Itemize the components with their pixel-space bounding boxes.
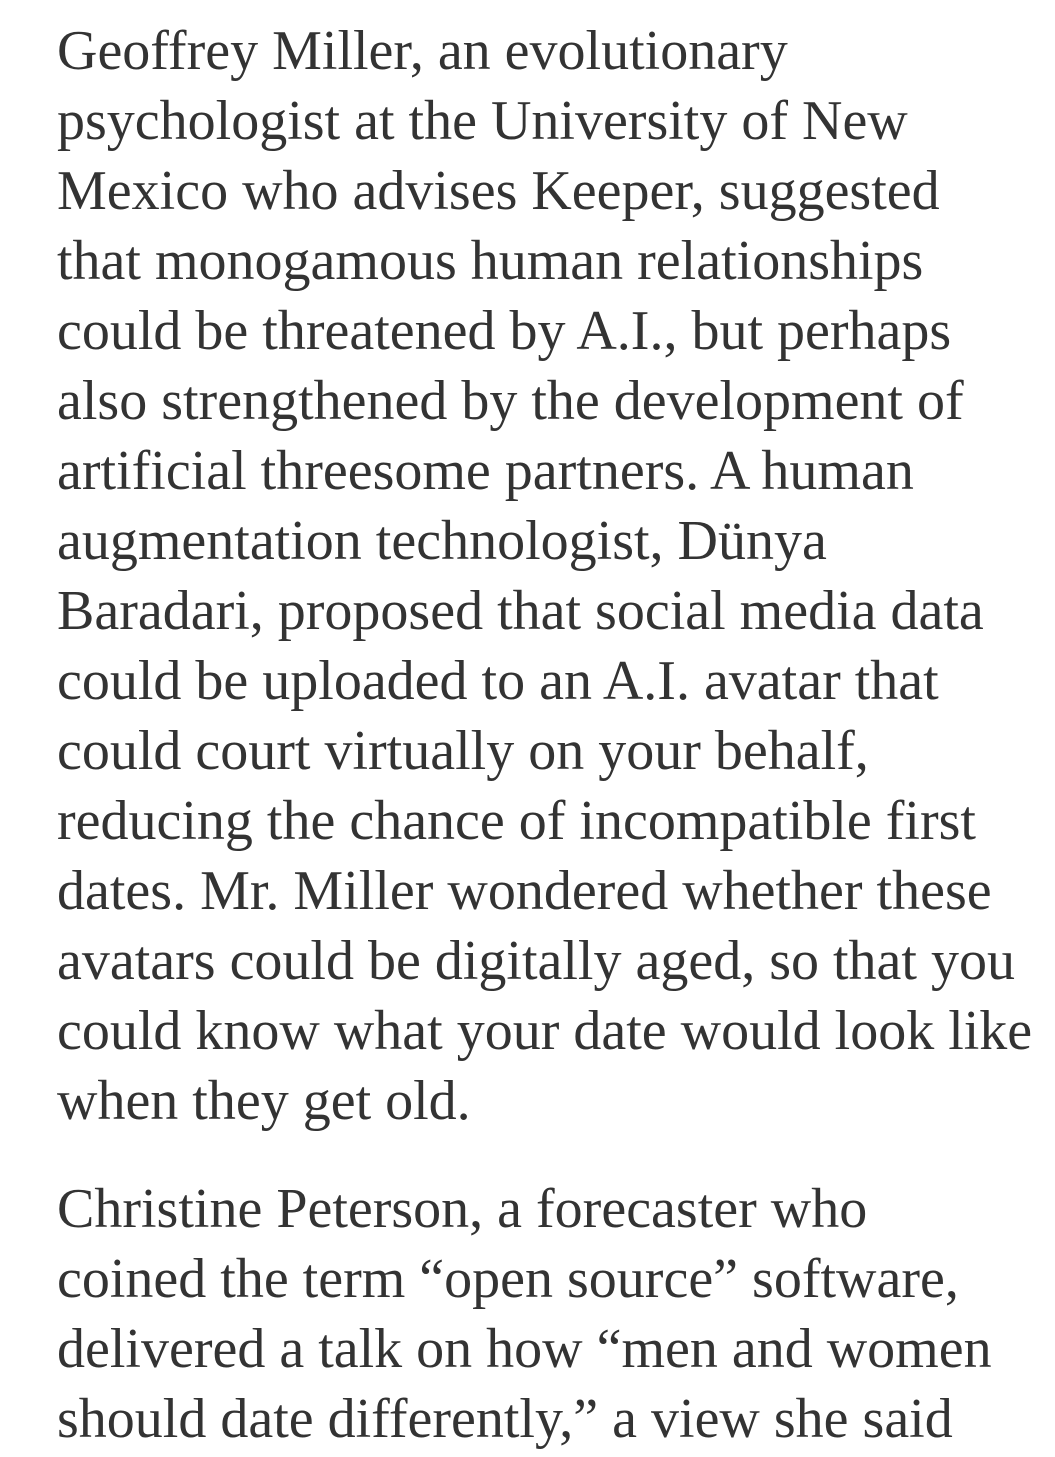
paragraph-line: Geoffrey Miller, an evolutionary [57, 20, 788, 82]
paragraph-line: Christine Peterson, a forecaster who [57, 1178, 868, 1240]
paragraph-line: avatars could be digitally aged, so that you [57, 930, 1015, 992]
paragraph-line: should date differently,” a view she said [57, 1388, 953, 1450]
paragraph-line: Mexico who advises Keeper, suggested [57, 160, 940, 222]
paragraph-line: could be uploaded to an A.I. avatar that [57, 650, 939, 712]
paragraph-line: when they get old. [57, 1070, 471, 1132]
article-paragraph-1 [57, 16, 1033, 1136]
paragraph-line: coined the term “open source” software, [57, 1248, 959, 1310]
paragraph-line: Baradari, proposed that social media data [57, 580, 984, 642]
paragraph-line: psychologist at the University of New [57, 90, 908, 152]
paragraph-line: could be threatened by A.I., but perhaps [57, 300, 952, 362]
paragraph-line: could court virtually on your behalf, [57, 720, 869, 782]
paragraph-line: reducing the chance of incompatible first [57, 790, 976, 852]
paragraph-line: also strengthened by the development of [57, 370, 964, 432]
paragraph-line: augmentation technologist, Dünya [57, 510, 827, 572]
paragraph-line: dates. Mr. Miller wondered whether these [57, 860, 992, 922]
paragraph-line: delivered a talk on how “men and women [57, 1318, 992, 1380]
paragraph-line: could know what your date would look like [57, 1000, 1033, 1062]
paragraph-line: that monogamous human relationships [57, 230, 924, 292]
article-paragraph-2 [57, 1174, 1015, 1454]
paragraph-line: artificial threesome partners. A human [57, 440, 914, 502]
